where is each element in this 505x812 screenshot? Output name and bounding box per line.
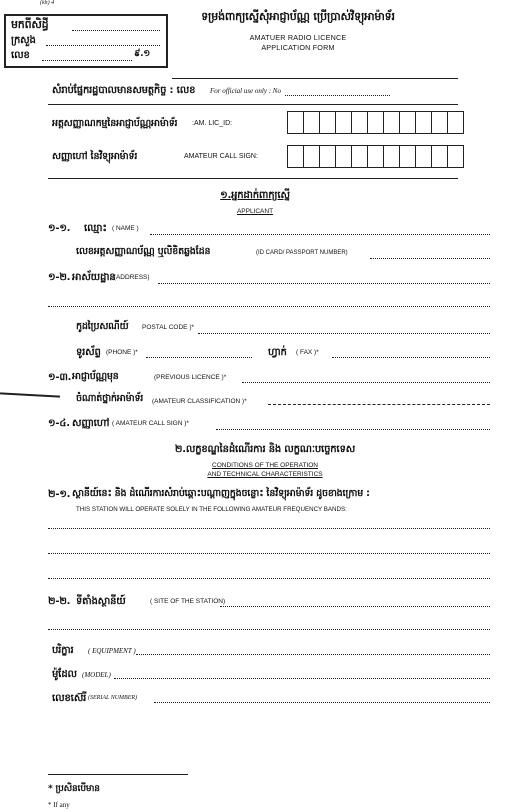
call-sign-box[interactable] — [351, 145, 368, 168]
phone-field[interactable] — [146, 357, 252, 358]
call-sign-label-khmer: សញ្ញាហៅ នៃវិទ្យុអាម៉ាទ័រ — [52, 151, 138, 162]
name-number: ១-១. — [48, 223, 71, 234]
receipt-stamp — [4, 14, 168, 68]
call-sign-box[interactable] — [431, 145, 448, 168]
call-sign-box[interactable] — [287, 145, 304, 168]
model-field[interactable] — [114, 678, 490, 679]
stamp-row-1: មកពីសិដ្ធី — [11, 18, 49, 31]
address-label: :(ADDRESS) — [112, 274, 150, 281]
bands-label: THIS STATION WILL OPERATE SOLELY IN THE FOLLOWING AMATEUR FREQUENCY BANDS: — [76, 506, 347, 513]
stamp-number: ៩.១ — [134, 49, 151, 59]
phone-label: (PHONE )* — [106, 349, 138, 356]
id-card-field[interactable] — [370, 258, 490, 259]
serial-number-field[interactable] — [154, 702, 490, 703]
call-sign-box[interactable] — [415, 145, 432, 168]
call-sign-box[interactable] — [335, 145, 352, 168]
call-sign-label: AMATEUR CALL SIGN: — [184, 153, 258, 160]
lic-id-box[interactable] — [383, 111, 400, 134]
equipment-label: ( EQUIPMENT ) — [88, 647, 136, 655]
equipment-field[interactable] — [136, 654, 490, 655]
fax-label: ( FAX )* — [296, 349, 319, 356]
lic-id-box[interactable] — [431, 111, 448, 134]
lic-id-box[interactable] — [351, 111, 368, 134]
section-1-title: APPLICANT — [236, 208, 274, 215]
previous-licence-label-khmer: អាជ្ញាប័ណ្ណមុន — [72, 371, 119, 382]
call-sign-box[interactable] — [383, 145, 400, 168]
site-field-line-2[interactable] — [48, 629, 490, 630]
classification-label-khmer: ចំណាត់ថ្នាក់អាម៉ាទ័រ — [76, 393, 144, 404]
lic-id-box[interactable] — [447, 111, 464, 134]
id-card-label: (ID CARD/ PASSPORT NUMBER) — [256, 250, 348, 256]
bands-field-line-1[interactable] — [48, 528, 490, 529]
classification-field[interactable] — [268, 404, 490, 405]
equipment-label-khmer: បរិក្ខារ — [52, 645, 74, 656]
call-sign-box[interactable] — [367, 145, 384, 168]
lic-id-label-khmer: អត្តសញ្ញាណកម្មនៃអាជ្ញាប័ណ្ណអាម៉ាទ័រ — [52, 118, 178, 129]
postal-code-field[interactable] — [198, 333, 490, 334]
official-use-label-khmer: សំរាប់ផ្នែករដ្ឋបាលមានសមត្ថកិច្ច : លេខ — [52, 85, 196, 96]
official-use-label: For official use only : No — [210, 87, 281, 95]
name-label-khmer: ឈ្មោះ — [84, 223, 107, 234]
address-field-line-1[interactable] — [158, 283, 490, 284]
lic-id-box[interactable] — [415, 111, 432, 134]
address-field-line-2[interactable] — [48, 306, 490, 307]
call-sign-boxes[interactable] — [287, 145, 463, 168]
stamp-row-2: ក្រសួង — [11, 35, 36, 46]
form-title-line-2: APPLICATION FORM — [261, 43, 335, 52]
call-sign-number: ១-៤. — [48, 418, 70, 429]
lic-id-box[interactable] — [335, 111, 352, 134]
section-2-title-line-1: CONDITIONS OF THE OPERATION — [212, 462, 318, 469]
fax-label-khmer: ហ្វាក់ — [268, 347, 287, 358]
stamp-row-3: លេខ — [11, 50, 30, 61]
form-title-khmer: ទម្រង់ពាក្យស្នើសុំអាជ្ញាប័ណ្ណ ប្រើប្រាស់វិទ្យុអាម៉ាទ័រ — [201, 10, 395, 23]
section-2-title-line-2: AND TECHNICAL CHARACTERISTICS — [207, 471, 323, 478]
site-field-line-1[interactable] — [220, 606, 490, 607]
bands-number: ២-១. — [48, 489, 71, 500]
applicant-call-sign-label: ( AMATEUR CALL SIGN )* — [112, 420, 189, 427]
lic-id-box[interactable] — [303, 111, 320, 134]
applicant-call-sign-label-khmer: សញ្ញាហៅ — [72, 418, 110, 429]
form-title-line-1: AMATUER RADIO LICENCE — [249, 33, 347, 42]
site-number: ២-២. — [48, 596, 71, 607]
bands-field-line-2[interactable] — [48, 553, 490, 554]
postal-code-label-khmer: កូដប្រៃសណីយ៍ — [76, 321, 129, 332]
bands-field-line-3[interactable] — [48, 578, 490, 579]
site-label-khmer: ទីតាំងស្ថានីយ៍ — [76, 596, 126, 607]
call-sign-box[interactable] — [399, 145, 416, 168]
lic-id-box[interactable] — [319, 111, 336, 134]
bands-label-khmer: ស្ថានីយ៍នេះ និង ដំណើរការសំរាប់ឆ្ពោះបណ្ដាញក្នុងចន្លោះ នៃវិទ្យុអាម៉ាទ័រ ដូចខាងក្រោម : — [72, 488, 370, 499]
lic-id-box[interactable] — [367, 111, 384, 134]
fax-field[interactable] — [332, 357, 490, 358]
call-sign-box[interactable] — [303, 145, 320, 168]
applicant-call-sign-field[interactable] — [216, 429, 490, 430]
lic-id-box[interactable] — [287, 111, 304, 134]
site-label: ( SITE OF THE STATION) — [150, 598, 226, 605]
address-number: ១-២. — [48, 272, 71, 283]
lic-id-box[interactable] — [399, 111, 416, 134]
lic-id-boxes[interactable] — [287, 111, 463, 134]
stamp-corner-note: (kh) 4 — [40, 0, 55, 6]
official-rule — [48, 104, 458, 105]
address-label-khmer: អាស័យដ្ឋាន — [72, 272, 116, 283]
previous-licence-label: (PREVIOUS LICENCE )* — [154, 374, 227, 381]
official-no-field[interactable] — [285, 95, 390, 96]
name-label: ( NAME ) — [112, 225, 139, 232]
footnote-rule — [48, 774, 188, 775]
classification-label: (AMATEUR CLASSIFICATION )* — [152, 398, 247, 405]
phone-label-khmer: ទូរស័ព្ទ — [76, 347, 101, 358]
id-section-rule — [48, 178, 458, 179]
call-sign-box[interactable] — [447, 145, 464, 168]
footnote-khmer: * ប្រសិនបើមាន — [48, 784, 100, 794]
previous-licence-field[interactable] — [242, 382, 490, 383]
model-label: (MODEL) — [82, 671, 111, 679]
section-2-title-khmer: ២.លក្ខខណ្ឌនៃដំណើរការ និង លក្ខណៈបច្ចេកទេស — [174, 444, 356, 455]
serial-number-label: (SERIAL NUMBER) — [88, 695, 138, 701]
serial-number-label-khmer: លេខស៊េរី — [52, 693, 87, 704]
id-card-label-khmer: លេខអត្តសញ្ញាណប័ណ្ណ ឬលិខិតឆ្លងដែន — [76, 246, 211, 257]
header-rule — [172, 78, 458, 79]
model-label-khmer: ម៉ូដែល — [52, 669, 77, 680]
name-field[interactable] — [150, 234, 490, 235]
postal-code-label: POSTAL CODE )* — [142, 324, 195, 331]
previous-licence-number: ១-៣. — [48, 372, 72, 383]
section-1-title-khmer: ១.អ្នកដាក់ពាក្យស្នើ — [220, 190, 290, 201]
call-sign-box[interactable] — [319, 145, 336, 168]
lic-id-label: :AM. LIC_ID: — [192, 120, 233, 127]
footnote: * If any — [48, 801, 70, 809]
scan-mark — [0, 392, 60, 397]
